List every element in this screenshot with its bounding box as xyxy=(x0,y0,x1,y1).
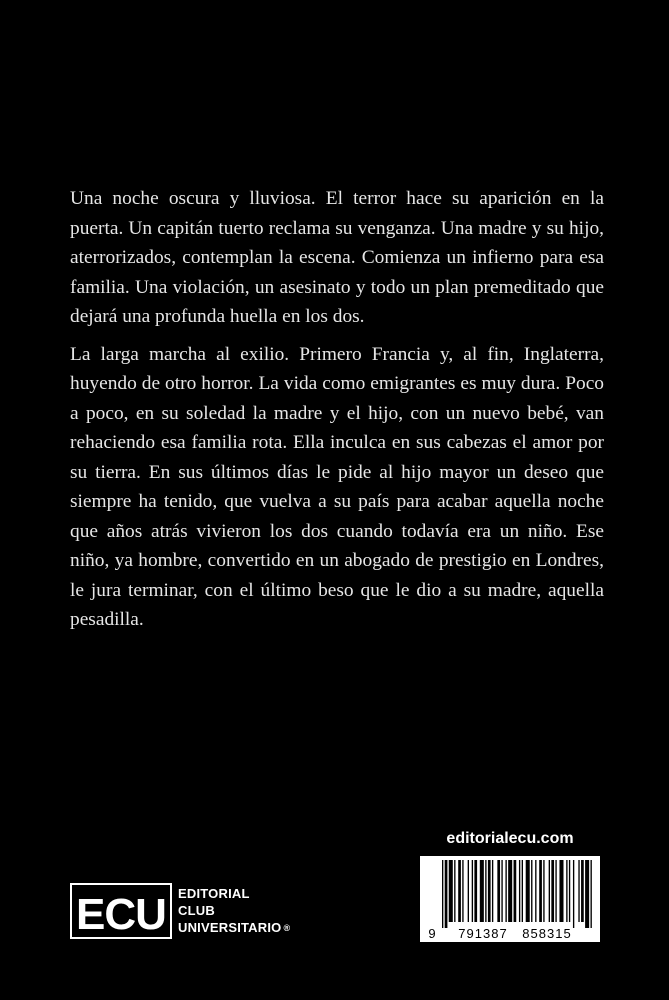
barcode-graphic xyxy=(420,856,600,942)
barcode-bar xyxy=(501,860,502,922)
publisher-name-line-2: CLUB xyxy=(178,903,215,918)
barcode-bar xyxy=(454,860,455,922)
barcode-bar xyxy=(474,860,477,922)
barcode-bar xyxy=(573,860,574,928)
back-cover-blurb xyxy=(70,184,604,635)
publisher-name-line-1: EDITORIAL xyxy=(178,886,250,901)
barcode-bars xyxy=(442,860,592,928)
barcode-bar xyxy=(514,860,517,922)
barcode-bar xyxy=(585,860,589,928)
barcode-digit-first: 9 xyxy=(428,926,436,941)
barcode-bar xyxy=(449,860,453,922)
barcode-digits-right: 858315 xyxy=(522,926,572,941)
ecu-logo-mark xyxy=(70,883,172,939)
barcode-bar xyxy=(559,860,563,922)
barcode-bar xyxy=(468,860,469,922)
registered-mark: ® xyxy=(283,923,291,933)
barcode-bar xyxy=(480,860,484,922)
barcode-bar xyxy=(462,860,463,922)
barcode-bar xyxy=(591,860,592,928)
publisher-name-line-3-wrap xyxy=(178,919,290,937)
barcode-bar xyxy=(505,860,506,922)
barcode-digits-left: 791387 xyxy=(458,926,508,941)
ecu-logo-letters: ECU xyxy=(76,890,166,937)
barcode-bar xyxy=(497,860,500,922)
publisher-website: editorialecu.com xyxy=(446,830,574,847)
barcode-bar xyxy=(488,860,491,922)
barcode-bar xyxy=(526,860,530,922)
publisher-logo xyxy=(70,883,320,941)
barcode-bar xyxy=(578,860,579,922)
barcode-bar xyxy=(531,860,532,922)
barcode-bar xyxy=(555,860,556,922)
barcode-bar xyxy=(445,860,448,928)
barcode-bar xyxy=(492,860,493,922)
barcode-bar xyxy=(508,860,512,922)
barcode-bar xyxy=(458,860,461,922)
publisher-name xyxy=(178,885,290,937)
barcode-bar xyxy=(566,860,567,922)
barcode-bar xyxy=(522,860,523,922)
barcode-bar xyxy=(472,860,473,922)
publisher-name-line-3: UNIVERSITARIO xyxy=(178,920,282,935)
barcode-bar xyxy=(549,860,550,922)
barcode-bar xyxy=(535,860,536,922)
barcode-bar xyxy=(485,860,486,922)
barcode-bar xyxy=(581,860,584,922)
barcode-bar xyxy=(569,860,570,922)
barcode-bar xyxy=(543,860,544,922)
blurb-paragraph-1: Una noche oscura y lluviosa. El terror hace su aparición en la puerta. Un capitán tuerto reclama su venganza. Una madre y su hijo, aterrorizados, contemplan la escena. Comienza un infierno para esa familia. Una violación, un asesinato y todo un plan premeditado que dejará una profunda huella en los dos. xyxy=(70,188,604,327)
barcode-bar xyxy=(539,860,542,922)
barcode-bar xyxy=(551,860,554,922)
blurb-paragraph-2: La larga marcha al exilio. Primero Francia y, al fin, Inglaterra, huyendo de otro horror. La vida como emigrantes es muy dura. Poco a poco, en su soledad la madre y el hijo, con un nuevo bebé, van rehaciendo esa familia rota. Ella inculca en sus cabezas el amor por su tierra. En sus últimos días le pide al hijo mayor un deseo que siempre ha tenido, que vuelva a su país para acabar aquella noche que años atrás vivieron los dos cuando todavía era un niño. Ese niño, ya hombre, convertido en un abogado de prestigio en Londres, le jura terminar, con el último beso que le dio a su madre, aquella pesadilla. xyxy=(70,343,604,630)
barcode-bar xyxy=(519,860,520,922)
barcode-bar xyxy=(442,860,443,928)
isbn-barcode xyxy=(420,856,600,942)
